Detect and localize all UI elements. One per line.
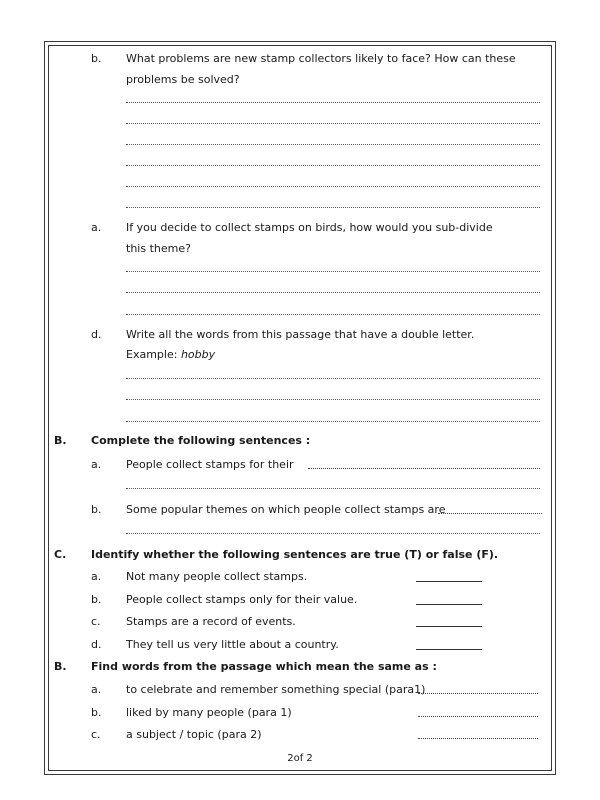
answer-line[interactable] (126, 533, 540, 534)
answer-line[interactable] (126, 102, 540, 103)
item-text: a subject / topic (para 2) (126, 728, 262, 741)
true-false-blank[interactable] (416, 581, 482, 582)
question-text: What problems are new stamp collectors likely to face? How can these (126, 52, 516, 65)
answer-line[interactable] (126, 421, 540, 422)
item-letter: c. (91, 615, 101, 628)
section-title: Find words from the passage which mean the same as : (91, 660, 437, 673)
answer-line[interactable] (126, 378, 540, 379)
item-letter: d. (91, 638, 102, 651)
question-letter: b. (91, 52, 102, 65)
question-text: If you decide to collect stamps on birds, how would you sub-divide (126, 221, 493, 234)
question-text: Write all the words from this passage that have a double letter. (126, 328, 475, 341)
answer-line[interactable] (418, 693, 538, 694)
question-letter: d. (91, 328, 102, 341)
item-text: liked by many people (para 1) (126, 706, 292, 719)
answer-line[interactable] (308, 468, 540, 469)
section-letter: B. (54, 434, 67, 447)
item-text: Some popular themes on which people collect stamps are (126, 503, 446, 516)
answer-line[interactable] (418, 738, 538, 739)
answer-line[interactable] (126, 123, 540, 124)
item-letter: c. (91, 728, 101, 741)
answer-line[interactable] (126, 271, 540, 272)
answer-line[interactable] (126, 292, 540, 293)
item-letter: b. (91, 593, 102, 606)
item-text: People collect stamps only for their value. (126, 593, 358, 606)
answer-line[interactable] (126, 399, 540, 400)
true-false-blank[interactable] (416, 649, 482, 650)
item-text: Stamps are a record of events. (126, 615, 296, 628)
true-false-blank[interactable] (416, 626, 482, 627)
item-text: to celebrate and remember something special (para1) (126, 683, 426, 696)
question-text: problems be solved? (126, 73, 240, 86)
example-word: hobby (180, 348, 216, 361)
answer-line[interactable] (126, 488, 540, 489)
item-letter: a. (91, 683, 102, 696)
answer-line[interactable] (126, 314, 540, 315)
item-letter: b. (91, 503, 102, 516)
page-number: 2of 2 (287, 753, 313, 764)
item-letter: a. (91, 570, 102, 583)
question-text: this theme? (126, 242, 191, 255)
item-text: People collect stamps for their (126, 458, 294, 471)
answer-line[interactable] (126, 165, 540, 166)
example-line (126, 348, 215, 361)
item-text: They tell us very little about a country. (126, 638, 339, 651)
answer-line[interactable] (126, 207, 540, 208)
answer-line[interactable] (126, 186, 540, 187)
section-title: Complete the following sentences : (91, 434, 311, 447)
example-label: Example: (126, 348, 178, 361)
item-text: Not many people collect stamps. (126, 570, 308, 583)
section-letter: B. (54, 660, 67, 673)
question-letter: a. (91, 221, 102, 234)
answer-line[interactable] (418, 716, 538, 717)
item-letter: a. (91, 458, 102, 471)
item-letter: b. (91, 706, 102, 719)
answer-line[interactable] (126, 144, 540, 145)
section-title: Identify whether the following sentences are true (T) or false (F). (91, 548, 499, 561)
true-false-blank[interactable] (416, 604, 482, 605)
answer-line[interactable] (438, 513, 542, 514)
section-letter: C. (54, 548, 67, 561)
